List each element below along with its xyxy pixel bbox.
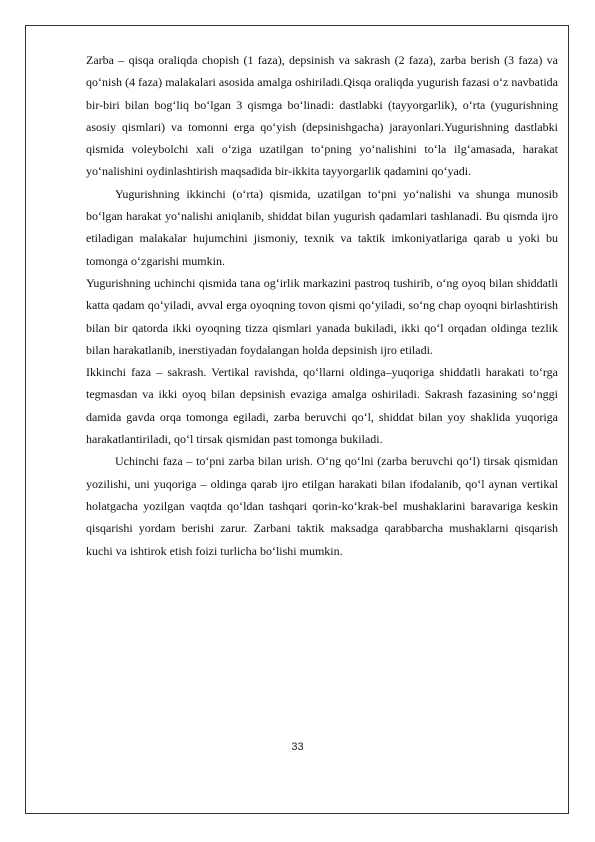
- paragraph-second-phase-jump: Ikkinchi faza – sakrash. Vertikal ravishda, qo‘llarni oldinga–yuqoriga shiddatli harakati to‘rga tegmasdan va ikki oyoq bilan depsinish evaziga amalga oshiriladi. Sakrash fazasining so‘nggi damida gavda orqa tomonga egiladi, zarba beruvchi qo‘l, shiddat bilan yoy shaklida yuqoriga harakatlantiriladi, qo‘l tirsak qismidan past tomonga bukiladi.: [86, 365, 558, 447]
- paragraph-running-third-part: Yugurishning uchinchi qismida tana og‘irlik markazini pastroq tushirib, o‘ng oyoq bilan shiddatli katta qadam qo‘yiladi, avval erga oyoqning tovon qismi qo‘yiladi, so‘ng chap oyoqni birlashtirish bilan bir qatorda ikki oyoqning tizza qismlari yanada bukiladi, ikki qo‘l orqadan oldinga tezlik bilan harakatlanib, inerstiyadan foydalangan holda depsinish ijro etiladi.: [86, 275, 558, 357]
- paragraph-third-phase-hit: Uchinchi faza – to‘pni zarba bilan urish. O‘ng qo‘lni (zarba beruvchi qo‘l) tirsak qismidan yozilishi, uni yuqoriga – oldinga qarab ijro etilgan harakati bilan ifodalanib, qo‘l aynan vertikal holatgacha yozilgan vaqtda qo‘ldan tashqari qorin-ko‘krak-bel mushaklarini baravariga keskin qisqarishi yordam berishi zarur. Zarbani taktik maksadga qarabbarcha mushaklarni qisqarish kuchi va ishtirok etish foizi turlicha bo‘lishi mumkin.: [86, 454, 558, 558]
- document-body: [86, 49, 558, 562]
- paragraph-running-middle-part: Yugurishning ikkinchi (o‘rta) qismida, uzatilgan to‘pni yo‘nalishi va shunga munosib bo‘lgan harakat yo‘nalishi aniqlanib, shiddat bilan yugurish qadamlari tashlanadi. Bu qismda ijro etiladigan malakalar hujumchini jismoniy, texnik va taktik imkoniyatlariga qarab u yoki bu tomonga o‘zgarishi mumkin.: [86, 186, 558, 268]
- paragraph-zarba-phases: Zarba – qisqa oraliqda chopish (1 faza), depsinish va sakrash (2 faza), zarba berish (3 faza) va qo‘nish (4 faza) malakalari asosida amalga oshiriladi.Qisqa oraliqda yugurish fazasi o‘z navbatida bir-biri bilan bog‘liq bo‘lgan 3 qismga bo‘linadi: dastlabki (tayyorgarlik), o‘rta (yugurishning asosiy qismlari) va tomonni erga qo‘yish (depsinishgacha) jarayonlari.Yugurishning dastlabki qismida voleybolchi xali o‘ziga uzatilgan to‘pning yo‘nalishini to‘la ilg‘amasada, harakat yo‘nalishini oydinlashtirish maqsadida bir-ikkita tayyorgarlik qadamini qo‘yadi.: [86, 53, 558, 179]
- page-number: 33: [291, 741, 304, 753]
